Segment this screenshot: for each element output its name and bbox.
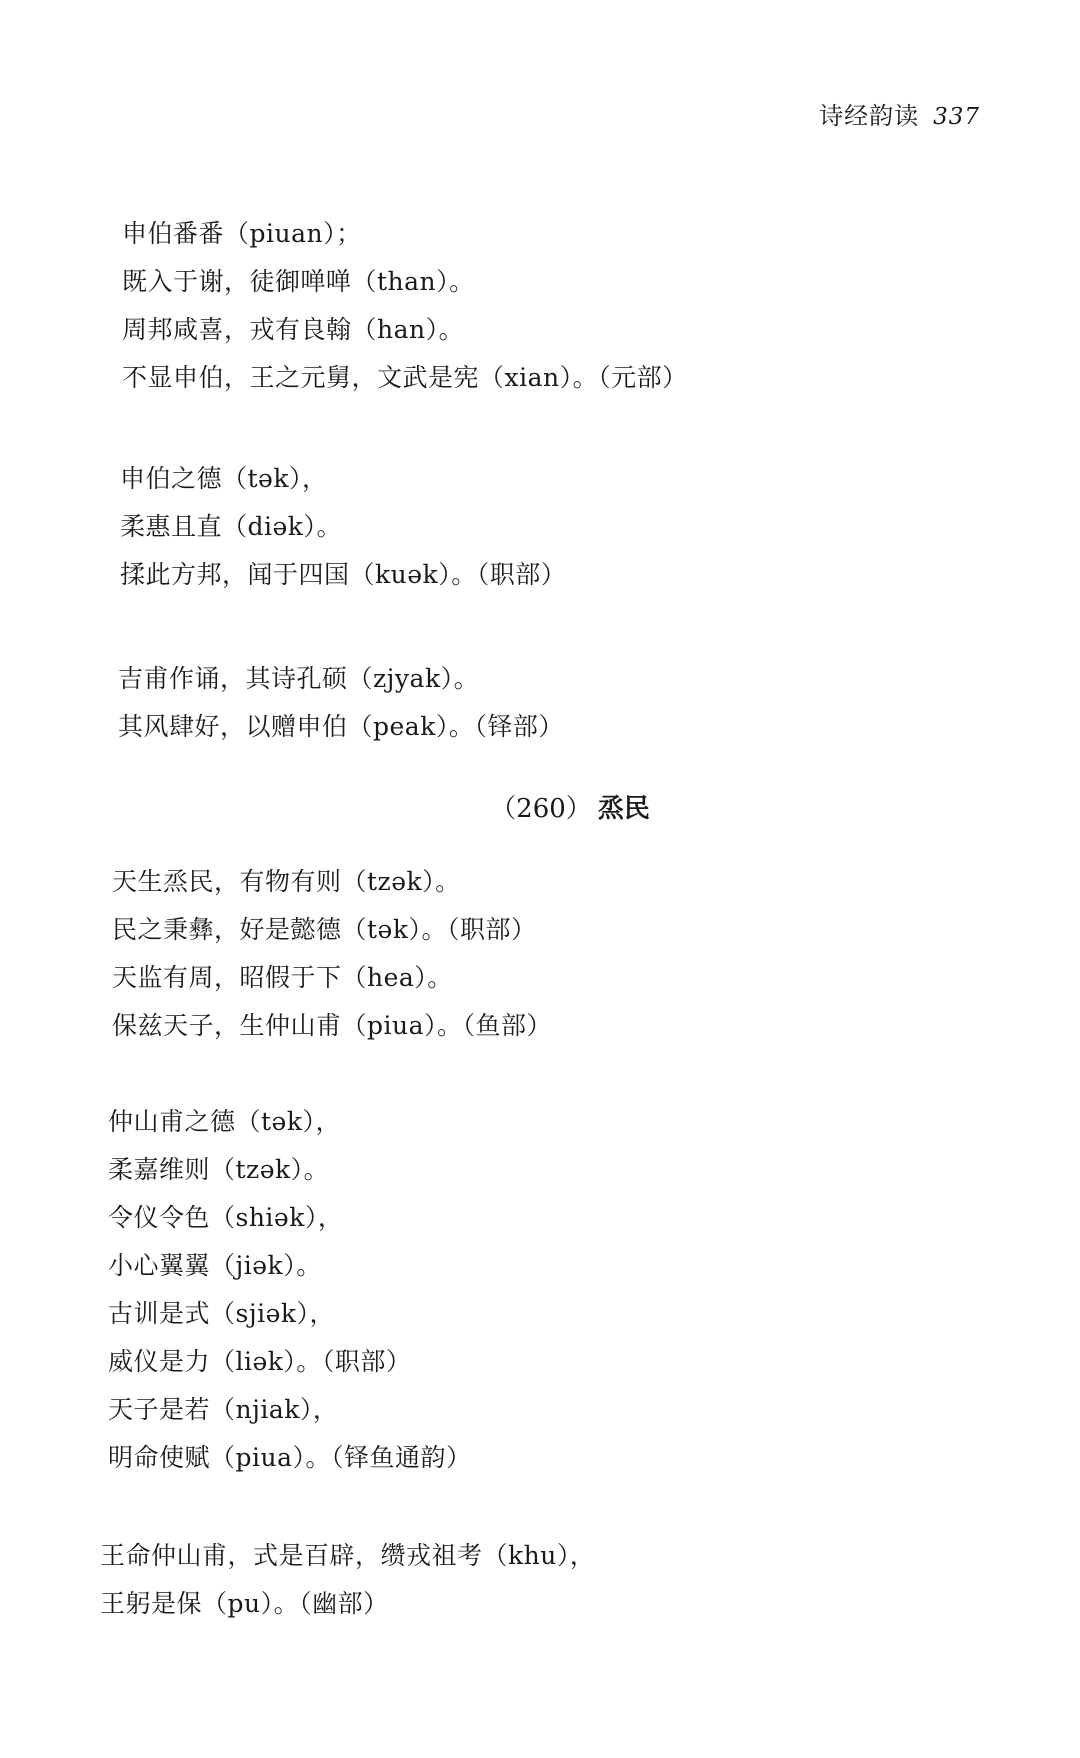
verse-line: 古训是式（sjiək），: [108, 1299, 336, 1328]
stanza-2: [120, 455, 566, 599]
stanza-3: [118, 655, 564, 751]
verse-line: 吉甫作诵，其诗孔硕（zjyak）。: [118, 664, 480, 693]
verse-line: 天子是若（njiak），: [108, 1395, 339, 1424]
verse-line: 王命仲山甫，式是百辟，缵戎祖考（khu），: [100, 1541, 596, 1570]
header-title: 诗经韵读: [819, 102, 920, 130]
verse-line: 天生烝民，有物有则（tzək）。: [112, 867, 461, 896]
stanza-4: [112, 858, 552, 1050]
verse-line: 民之秉彝，好是懿德（tək）。（职部）: [112, 915, 537, 944]
stanza-5: [108, 1098, 472, 1482]
page-number: 337: [933, 104, 980, 130]
verse-line: 柔惠且直（diək）。: [120, 512, 342, 541]
verse-line: 申伯之德（tək），: [120, 464, 328, 493]
verse-line: 威仪是力（liək）。（职部）: [108, 1347, 412, 1376]
section-heading: [0, 788, 1080, 825]
verse-line: 其风肆好，以赠申伯（peak）。（铎部）: [118, 712, 564, 741]
verse-line: 揉此方邦，闻于四国（kuək）。（职部）: [120, 560, 567, 589]
verse-line: 天监有周，昭假于下（hea）。: [112, 963, 453, 992]
verse-line: 小心翼翼（jiək）。: [108, 1251, 322, 1280]
section-title: 烝民: [597, 794, 650, 824]
stanza-1: [122, 210, 688, 402]
verse-line: 仲山甫之德（tək），: [108, 1107, 341, 1136]
verse-line: 明命使赋（piua）。（铎鱼通韵）: [108, 1443, 472, 1472]
stanza-6: [100, 1532, 595, 1628]
section-number: （260）: [490, 794, 592, 824]
verse-line: 申伯番番（piuan）；: [122, 219, 362, 248]
verse-line: 柔嘉维则（tzək）。: [108, 1155, 330, 1184]
verse-line: 王躬是保（pu）。（幽部）: [100, 1589, 389, 1618]
verse-line: 周邦咸喜，戎有良翰（han）。: [122, 315, 465, 344]
running-header: [819, 96, 980, 131]
verse-line: 保兹天子，生仲山甫（piua）。（鱼部）: [112, 1011, 553, 1040]
verse-line: 令仪令色（shiək），: [108, 1203, 344, 1232]
verse-line: 既入于谢，徒御啴啴（than）。: [122, 267, 475, 296]
verse-line: 不显申伯，王之元舅，文武是宪（xian）。（元部）: [122, 363, 688, 392]
